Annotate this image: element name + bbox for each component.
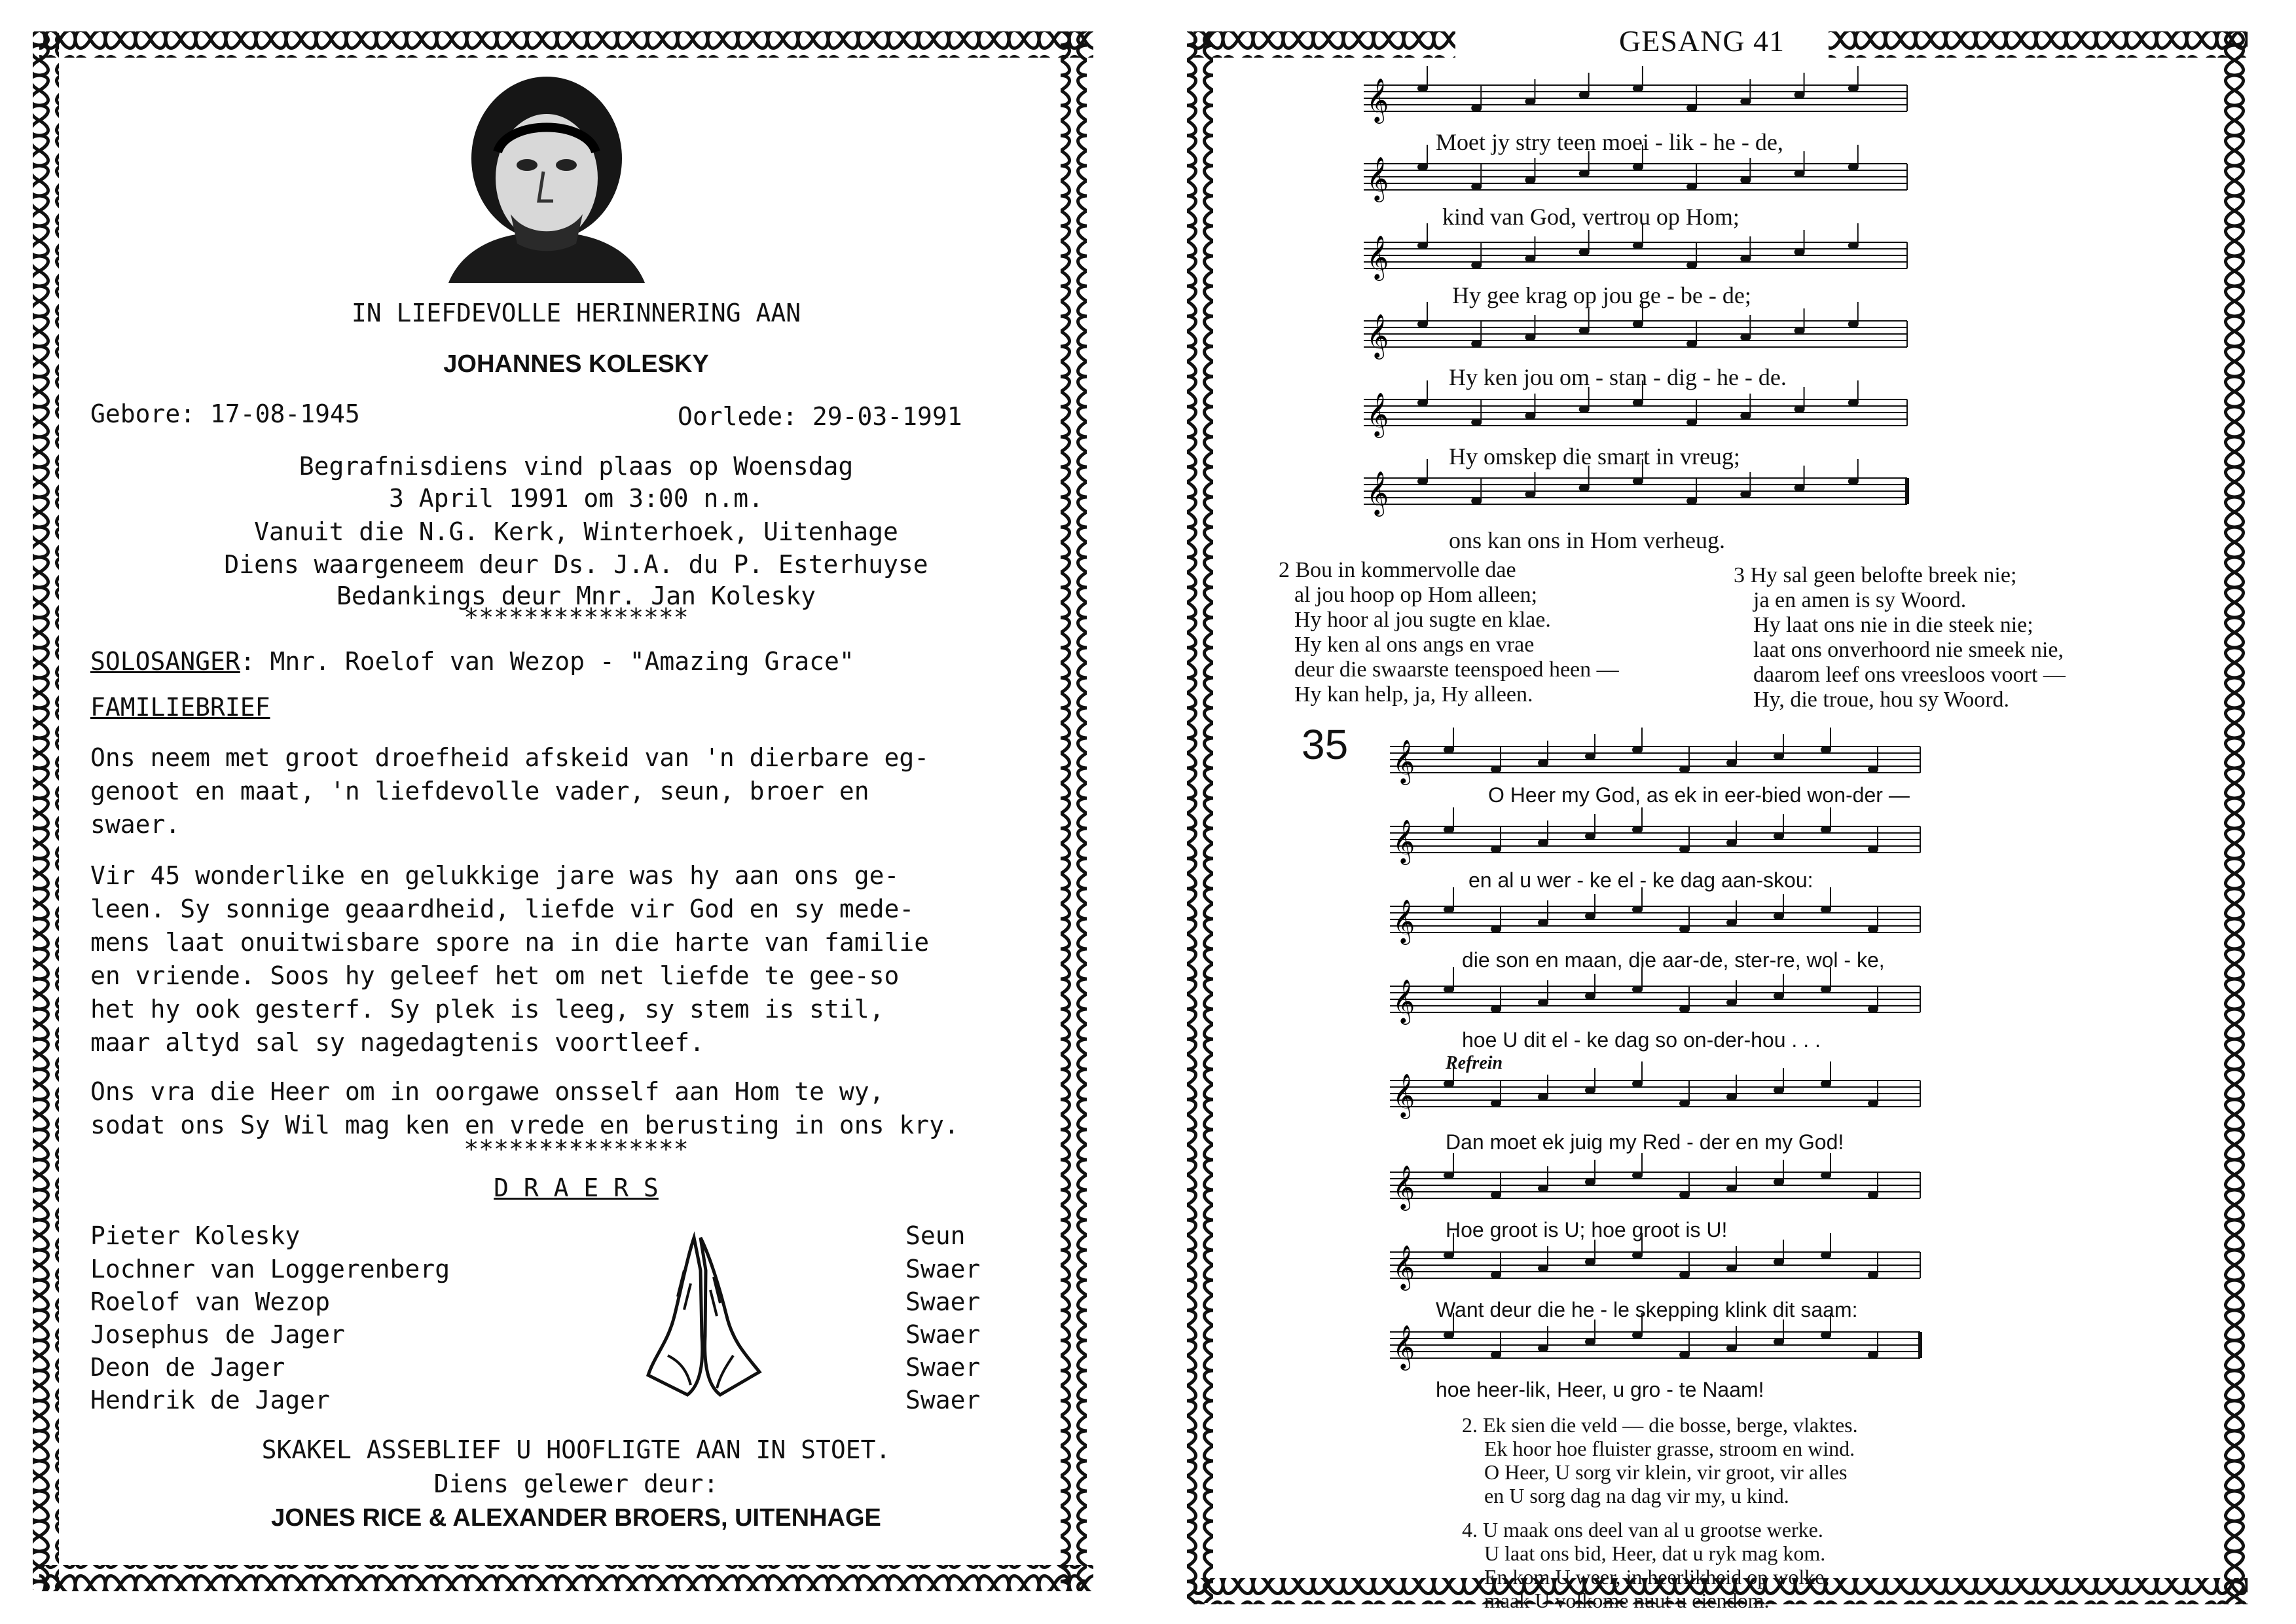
paragraph-3 [90,1075,1033,1142]
note-head [1679,1351,1690,1359]
note-head [1633,84,1643,92]
treble-clef-icon: 𝄞 [1393,1324,1415,1369]
note-head [1774,912,1784,920]
note-head [1774,752,1784,760]
note-head [1471,418,1482,426]
note-head [1417,399,1428,407]
soloist-label: SOLOSANGER [90,647,240,676]
gesang-lyric-line: Moet jy stry teen moei - lik - he - de, [1436,129,1783,155]
paragraph-line: Vir 45 wonderlike en gelukkige jare was hy aan ons ge- [90,861,900,890]
music-staff [1390,728,1920,785]
bearer-relation: Swaer [905,1255,981,1283]
treble-clef-icon: 𝄞 [1366,234,1389,279]
hymn35-verse-2 [1462,1413,1858,1507]
verse-number: 4. [1462,1518,1478,1541]
paragraph-line: swaer. [90,810,181,839]
treble-clef-icon: 𝄞 [1393,898,1415,943]
note-head [1579,170,1590,177]
verse-line: U laat ons bid, Heer, dat u ryk mag kom. [1484,1541,1826,1565]
service-by-label: Diens gelewer deur: [433,1469,719,1498]
note-head [1444,1080,1454,1088]
note-head [1795,248,1805,256]
bearer-name: Lochner van Loggerenberg [90,1255,450,1283]
hymn35-lyric-line: Dan moet ek juig my Red - der en my God! [1446,1130,1844,1154]
hymn35-lyric-line: Hoe groot is U; hoe groot is U! [1446,1218,1728,1242]
note-head [1585,1178,1595,1186]
service-line-3: Vanuit die N.G. Kerk, Winterhoek, Uitenhage [254,517,898,546]
bearer-relation: Swaer [905,1287,981,1316]
bearers-title: D R A E R S [494,1173,659,1202]
note-head [1632,1080,1643,1088]
service-line-2: 3 April 1991 om 3:00 n.m. [389,484,763,513]
treble-clef-icon: 𝄞 [1366,156,1389,200]
paragraph-line: Ons vra die Heer om in oorgawe onsself aan Hom te wy, [90,1077,884,1106]
note-head [1579,248,1590,256]
note-head [1525,333,1535,341]
note-head [1491,1099,1501,1107]
verse-line: Hy ken al ons angs en vrae [1294,633,1535,657]
note-head [1726,1185,1737,1192]
deceased-name: JOHANNES KOLESKY [443,350,709,378]
note-head [1417,242,1428,249]
note-head [1525,412,1535,420]
gesang-lyric-line: kind van God, vertrou op Hom; [1442,204,1740,230]
note-head [1579,405,1590,413]
bearer-name: Josephus de Jager [90,1320,345,1349]
note-head [1868,1271,1878,1279]
paragraph-1 [90,741,1033,841]
note-head [1633,399,1643,407]
note-head [1444,1251,1454,1259]
note-head [1821,1251,1831,1259]
treble-clef-icon: 𝄞 [1366,313,1389,358]
note-head [1633,320,1643,328]
family-letter-label: FAMILIEBRIEF [90,693,270,722]
note-head [1686,497,1697,505]
hymn35-lyric-line: O Heer my God, as ek in eer-bied won-der — [1488,783,1910,807]
soloist-line [90,644,854,678]
note-head [1848,399,1859,407]
note-head [1821,986,1831,993]
birth-date: Gebore: 17-08-1945 [90,399,360,428]
note-head [1868,925,1878,933]
note-head [1868,845,1878,853]
treble-clef-icon: 𝄞 [1393,739,1415,783]
headlights-notice: SKAKEL ASSEBLIEF U HOOFLIGTE AAN IN STOET. [261,1435,891,1464]
note-head [1795,405,1805,413]
note-head [1491,766,1501,773]
note-head [1774,1258,1784,1266]
gesang-verse-3 [1734,563,2066,712]
note-head [1585,912,1595,920]
note-head [1679,1191,1690,1199]
note-head [1795,484,1805,492]
verse-number: 2 [1279,558,1290,582]
note-head [1491,925,1501,933]
bearer-row [90,1320,994,1349]
note-head [1740,490,1751,498]
note-head [1417,163,1428,171]
verse-line: daarom leef ons vreesloos voort — [1753,663,2066,687]
verse-number: 2. [1462,1413,1478,1437]
note-head [1679,925,1690,933]
note-head [1417,320,1428,328]
divider-stars: *************** [464,603,689,632]
note-head [1525,255,1535,263]
note-head [1632,826,1643,834]
music-staff [1390,1153,1920,1211]
note-head [1417,477,1428,485]
note-head [1774,832,1784,840]
note-head [1444,906,1454,913]
note-head [1538,839,1548,847]
treble-clef-icon: 𝄞 [1366,392,1389,436]
service-line-1: Begrafnisdiens vind plaas op Woensdag [299,452,854,481]
verse-number: 3 [1734,563,1745,587]
paragraph-line: maar altyd sal sy nagedagtenis voortleef. [90,1028,704,1057]
note-head [1444,1172,1454,1179]
bearer-relation: Swaer [905,1353,981,1382]
note-head [1585,752,1595,760]
note-head [1538,1093,1548,1101]
verse-line: U maak ons deel van al u grootse werke. [1483,1518,1823,1541]
music-staff [1364,66,1907,124]
note-head [1585,832,1595,840]
note-head [1795,327,1805,335]
verse-line: Hy sal geen belofte breek nie; [1750,563,2017,587]
note-head [1538,999,1548,1006]
verse-line: al jou hoop op Hom alleen; [1294,583,1538,607]
note-head [1679,1099,1690,1107]
hymn-number: 35 [1302,721,1349,768]
note-head [1726,839,1737,847]
note-head [1686,104,1697,112]
verse-line: en U sorg dag na dag vir my, u kind. [1484,1484,1789,1507]
note-head [1821,906,1831,913]
note-head [1491,1271,1501,1279]
note-head [1868,766,1878,773]
bearer-relation: Seun [905,1221,966,1250]
paragraph-line: Ons neem met groot droefheid afskeid van 'n dierbare eg- [90,743,930,772]
treble-clef-icon: 𝄞 [1393,1244,1415,1289]
hymn35-lyric-line: die son en maan, die aar-de, ster-re, wol - ke, [1462,948,1885,972]
music-staff [1364,302,1907,360]
note-head [1686,183,1697,191]
note-head [1632,1331,1643,1339]
note-head [1679,845,1690,853]
hymn-right-page [1148,0,2296,1624]
portrait-photo [435,73,658,283]
note-head [1585,1258,1595,1266]
bearer-name: Deon de Jager [90,1353,285,1382]
note-head [1868,1099,1878,1107]
note-head [1679,766,1690,773]
note-head [1585,1338,1595,1346]
note-head [1579,484,1590,492]
hymn35-verse-4 [1462,1518,1829,1612]
soloist-text: : Mnr. Roelof van Wezop - "Amazing Grace" [240,647,854,676]
treble-clef-icon: 𝄞 [1366,470,1389,515]
note-head [1868,1005,1878,1013]
note-head [1579,327,1590,335]
note-head [1686,261,1697,269]
note-head [1471,183,1482,191]
bearer-row [90,1221,994,1250]
memorial-heading: IN LIEFDEVOLLE HERINNERING AAN [351,299,801,327]
hymn35-lyric-line: hoe heer-lik, Heer, u gro - te Naam! [1436,1378,1764,1401]
paragraph-line: sodat ons Sy Wil mag ken en vrede en berusting in ons kry. [90,1111,959,1139]
service-line-4: Diens waargeneem deur Ds. J.A. du P. Esterhuyse [224,550,928,579]
note-head [1848,163,1859,171]
note-head [1632,906,1643,913]
note-head [1740,98,1751,105]
bearer-name: Roelof van Wezop [90,1287,331,1316]
note-head [1774,1086,1784,1094]
note-head [1471,340,1482,348]
praying-hands-icon [629,1231,779,1401]
note-head [1633,242,1643,249]
note-head [1795,91,1805,99]
note-head [1471,104,1482,112]
music-staff [1390,967,1920,1025]
note-head [1848,84,1859,92]
note-head [1821,826,1831,834]
note-head [1726,1093,1737,1101]
music-staff [1390,807,1920,865]
note-head [1538,919,1548,927]
note-head [1633,477,1643,485]
note-head [1585,992,1595,1000]
note-head [1740,176,1751,184]
hymn35-lyric-line: hoe U dit el - ke dag so on-der-hou . . . [1462,1028,1821,1052]
note-head [1821,1331,1831,1339]
bearer-relation: Swaer [905,1386,981,1414]
note-head [1538,1344,1548,1352]
note-head [1491,1005,1501,1013]
note-head [1525,490,1535,498]
note-head [1740,255,1751,263]
note-head [1525,176,1535,184]
note-head [1633,163,1643,171]
refrain-label: Refrein [1446,1053,1503,1073]
note-head [1444,986,1454,993]
verse-line: En kom U weer, in heerlikheid op wolke, [1484,1565,1830,1589]
note-head [1417,84,1428,92]
verse-line: O Heer, U sorg vir klein, vir groot, vir alles [1484,1460,1848,1484]
note-head [1632,986,1643,993]
note-head [1579,91,1590,99]
note-head [1774,992,1784,1000]
treble-clef-icon: 𝄞 [1366,77,1389,122]
bearer-name: Hendrik de Jager [90,1386,331,1414]
bearer-row [90,1386,994,1414]
gesang-lyric-line: Hy gee krag op jou ge - be - de; [1452,282,1751,308]
undertaker-name: JONES RICE & ALEXANDER BROERS, UITENHAGE [271,1504,881,1532]
service-line-5: Bedankings deur Mnr. Jan Kolesky [336,581,816,610]
paragraph-line: leen. Sy sonnige geaardheid, liefde vir God en sy mede- [90,895,915,923]
bearer-relation: Swaer [905,1320,981,1349]
verse-line: Hy kan help, ja, Hy alleen. [1294,682,1533,707]
verse-line: laat ons onverhoord nie smeek nie, [1753,638,2064,662]
note-head [1471,261,1482,269]
note-head [1471,497,1482,505]
note-head [1585,1086,1595,1094]
note-head [1538,1264,1548,1272]
note-head [1632,1251,1643,1259]
verse-line: Hy laat ons nie in die steek nie; [1753,613,2033,637]
note-head [1821,1172,1831,1179]
music-staff [1390,887,1920,945]
note-head [1686,418,1697,426]
note-head [1821,1080,1831,1088]
note-head [1686,340,1697,348]
music-staff [1364,223,1907,281]
bearer-row [90,1353,994,1382]
note-head [1868,1351,1878,1359]
bearer-name: Pieter Kolesky [90,1221,301,1250]
bearer-row [90,1287,994,1316]
paragraph-line: mens laat onuitwisbare spore na in die harte van familie [90,928,930,957]
verse-line: maak U volkome nuut u eiendom. [1484,1589,1770,1612]
note-head [1444,826,1454,834]
note-head [1679,1005,1690,1013]
note-head [1774,1178,1784,1186]
note-head [1740,333,1751,341]
paragraph-line: het hy ook gesterf. Sy plek is leeg, sy stem is stil, [90,995,884,1024]
note-head [1538,759,1548,767]
verse-line: deur die swaarste teenspoed heen — [1294,657,1619,682]
note-head [1632,1172,1643,1179]
note-head [1726,919,1737,927]
note-head [1525,98,1535,105]
note-head [1538,1185,1548,1192]
note-head [1848,477,1859,485]
verse-line: ja en amen is sy Woord. [1753,588,1967,612]
note-head [1491,845,1501,853]
hymn35-lyric-line: en al u wer - ke el - ke dag aan-skou: [1468,868,1813,892]
note-head [1868,1191,1878,1199]
note-head [1726,759,1737,767]
note-head [1444,1331,1454,1339]
verse-line: Hy, die troue, hou sy Woord. [1753,688,2010,712]
gesang-lyric-line: Hy omskep die smart in vreug; [1449,443,1740,470]
note-head [1491,1351,1501,1359]
note-head [1774,1338,1784,1346]
note-head [1679,1271,1690,1279]
note-head [1444,746,1454,754]
paragraph-2 [90,859,1033,1060]
verse-line: Hy hoor al jou sugte en klae. [1294,608,1551,632]
paragraph-line: en vriende. Soos hy geleef het om net liefde te gee-so [90,961,900,990]
gesang-lyric-line: Hy ken jou om - stan - dig - he - de. [1449,364,1787,390]
note-head [1821,746,1831,754]
note-head [1632,746,1643,754]
death-date: Oorlede: 29-03-1991 [678,402,962,431]
note-head [1726,1344,1737,1352]
treble-clef-icon: 𝄞 [1393,978,1415,1023]
verse-line: Bou in kommervolle dae [1295,558,1516,582]
gesang-title: GESANG 41 [1619,24,1785,58]
verse-line: Ek hoor hoe fluister grasse, stroom en wind. [1484,1437,1855,1460]
hymn35-lyric-line: Want deur die he - le skepping klink dit saam: [1436,1298,1858,1321]
note-head [1795,170,1805,177]
verse-line: Ek sien die veld — die bosse, berge, vlaktes. [1483,1413,1858,1437]
paragraph-line: genoot en maat, 'n liefdevolle vader, seun, broer en [90,777,869,805]
bearer-row [90,1255,994,1283]
treble-clef-icon: 𝄞 [1393,1073,1415,1117]
treble-clef-icon: 𝄞 [1393,819,1415,863]
gesang-verse-2 [1279,558,1619,707]
note-head [1848,320,1859,328]
gesang-lyric-line: ons kan ons in Hom verheug. [1449,527,1725,553]
note-head [1726,1264,1737,1272]
note-head [1491,1191,1501,1199]
note-head [1848,242,1859,249]
treble-clef-icon: 𝄞 [1393,1164,1415,1209]
divider-stars-2: *************** [464,1135,689,1164]
note-head [1726,999,1737,1006]
note-head [1740,412,1751,420]
